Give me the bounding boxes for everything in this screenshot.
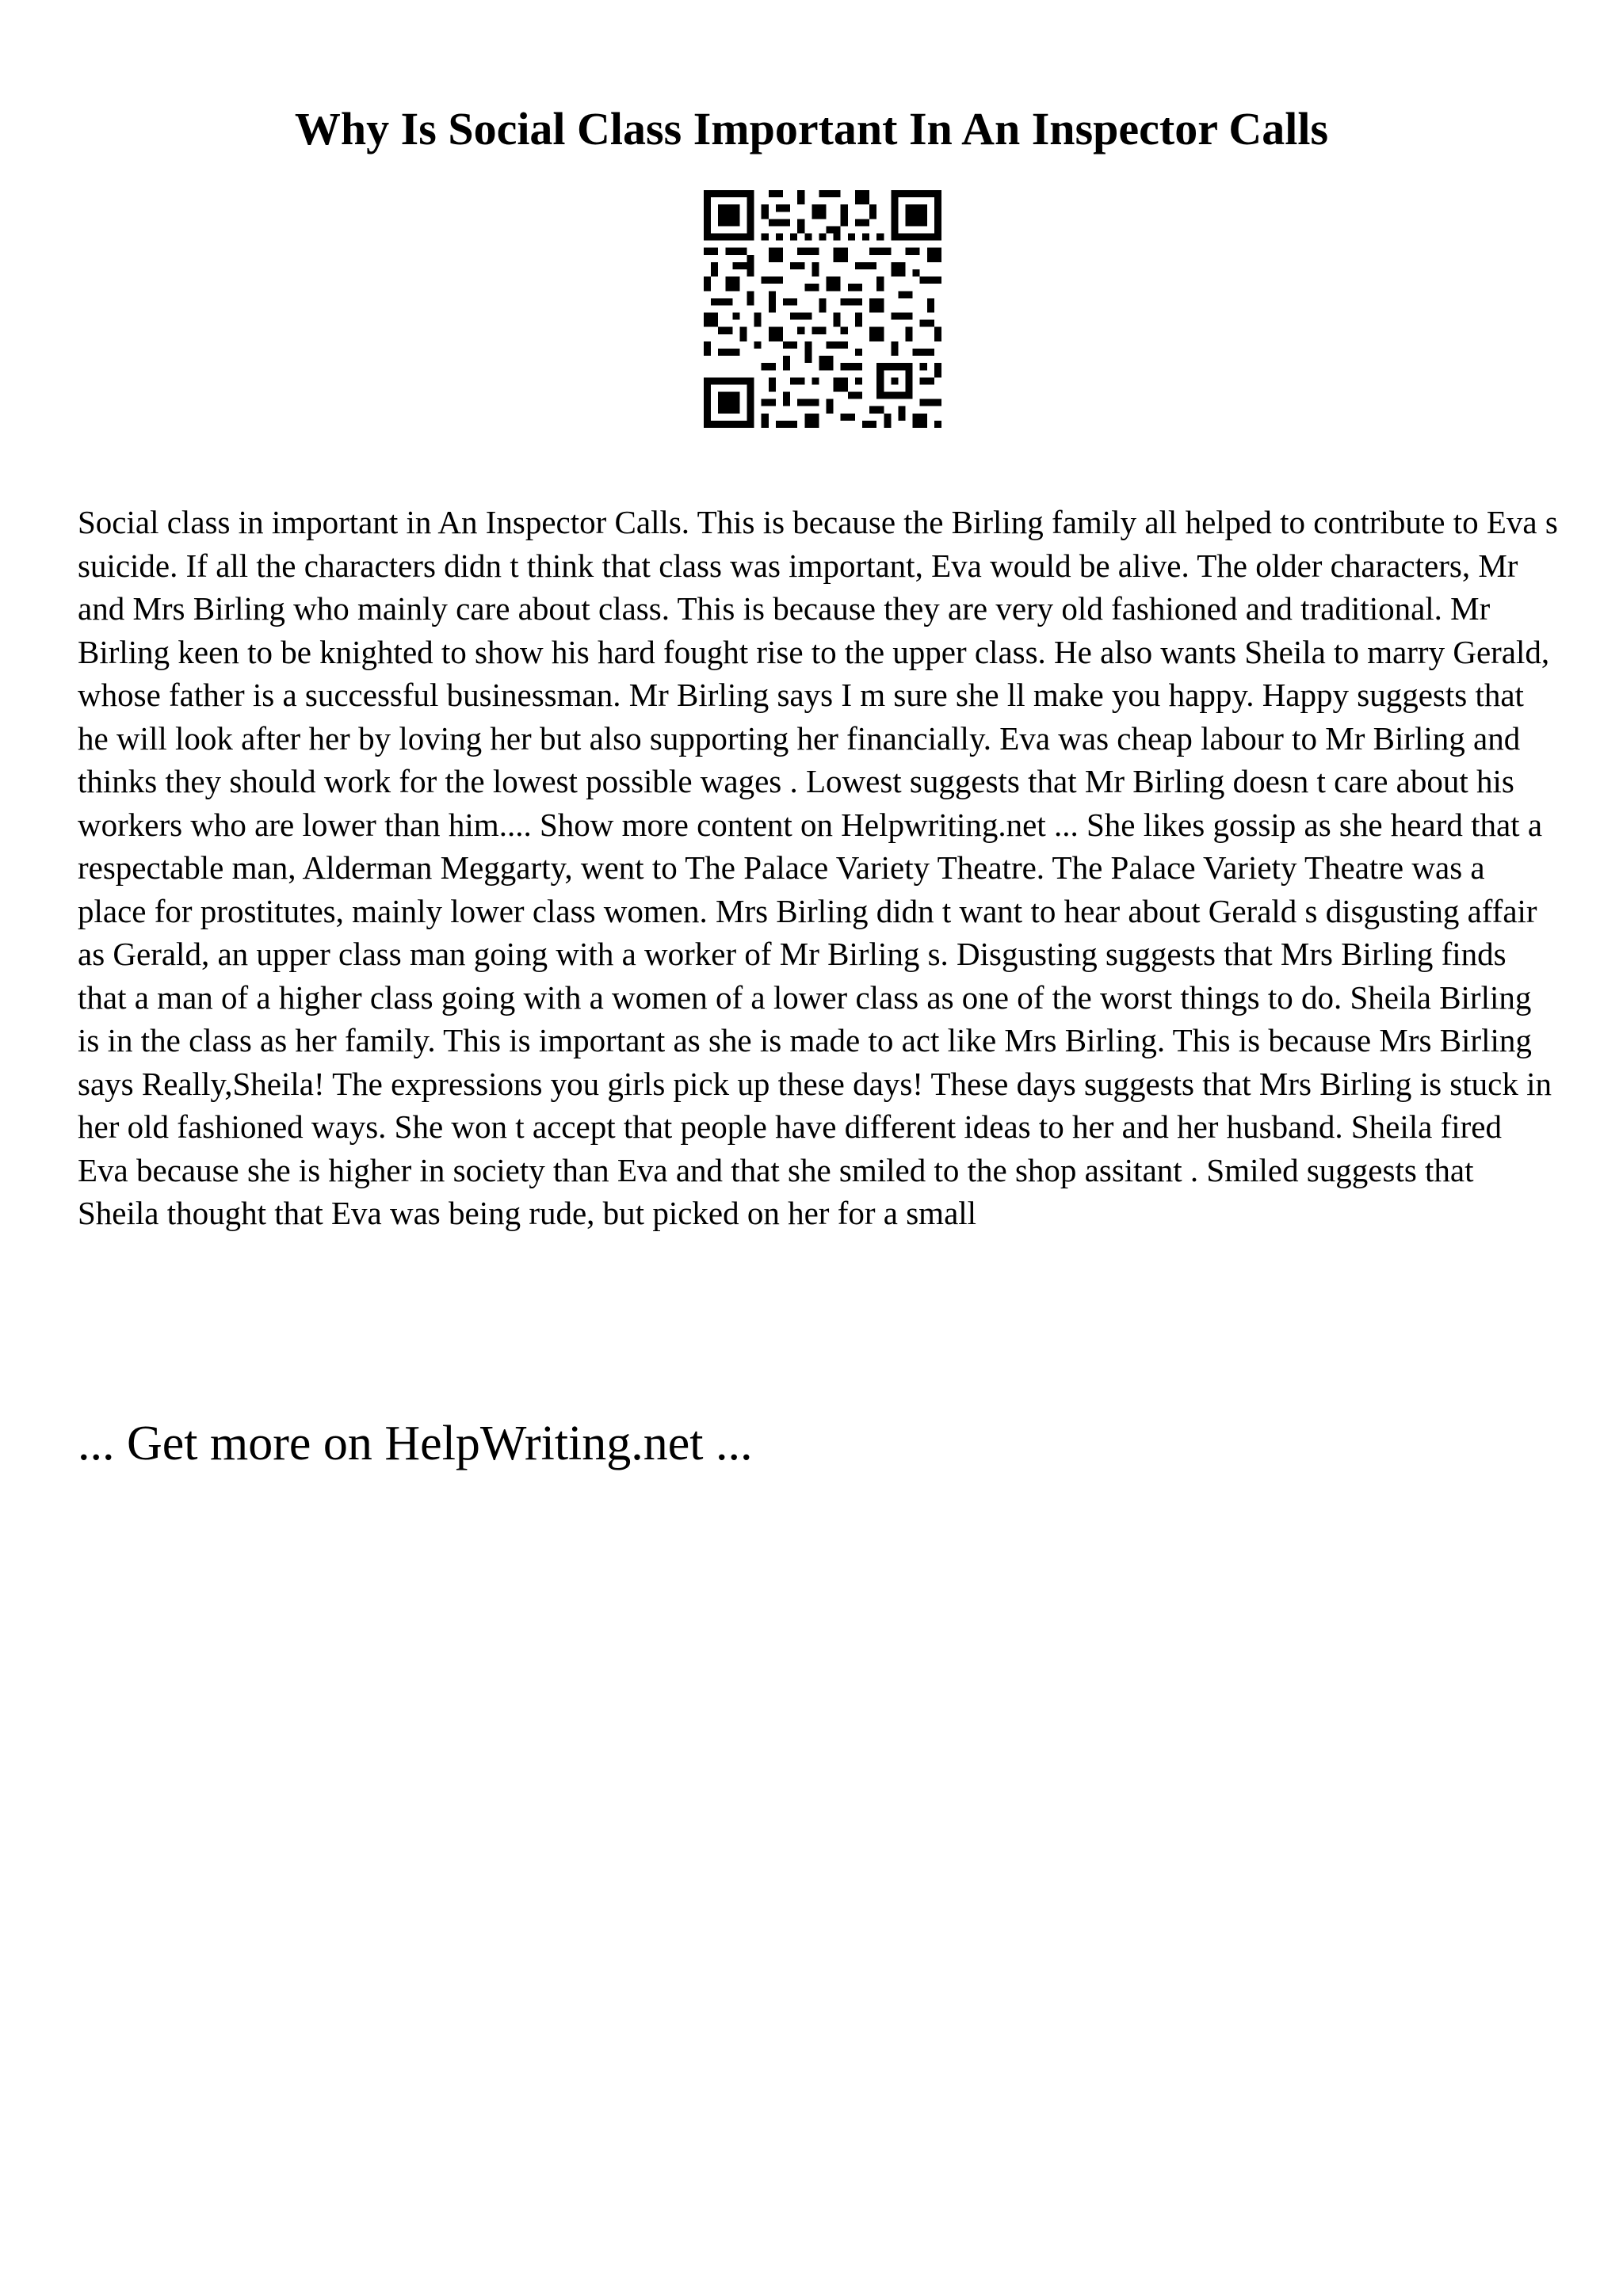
- qr-code-graphic: [704, 190, 941, 428]
- page-title: Why Is Social Class Important In An Inspector Calls: [294, 103, 1329, 154]
- qr-code-icon[interactable]: [704, 190, 941, 428]
- article-body: Social class in important in An Inspector Calls. This is because the Birling family all helped to contribute to Eva s suicide. If all the characters didn t think that class was important, Eva would be alive. The older characters, Mr and Mrs Birling who mainly care about class. This is because they are very old fashioned and traditional. Mr Birling keen to be knighted to show his hard fought rise to the upper class. He also wants Sheila to marry Gerald, whose father is a successful businessman. Mr Birling says I m sure she ll make you happy. Happy suggests that he will look after her by loving her but also supporting her financially. Eva was cheap labour to Mr Birling and thinks they should work for the lowest possible wages . Lowest suggests that Mr Birling doesn t care about his workers who are lower than him.... Show more content on Helpwriting.net ... She likes gossip as she heard that a respectable man, Alderman Meggarty, went to The Palace Variety Theatre. The Palace Variety Theatre was a place for prostitutes, mainly lower class women. Mrs Birling didn t want to hear about Gerald s disgusting affair as Gerald, an upper class man going with a worker of Mr Birling s. Disgusting suggests that Mrs Birling finds that a man of a higher class going with a women of a lower class as one of the worst things to do. Sheila Birling is in the class as her family. This is important as she is made to act like Mrs Birling. This is because Mrs Birling says Really,Sheila! The expressions you girls pick up these days! These days suggests that Mrs Birling is stuck in her old fashioned ways. She won t accept that people have different ideas to her and her husband. Sheila fired Eva because she is higher in society than Eva and that she smiled to the shop assitant . Smiled suggests that Sheila thought that Eva was being rude, but picked on her for a small: [78, 504, 1558, 1231]
- get-more-link[interactable]: ... Get more on HelpWriting.net ...: [78, 1417, 753, 1470]
